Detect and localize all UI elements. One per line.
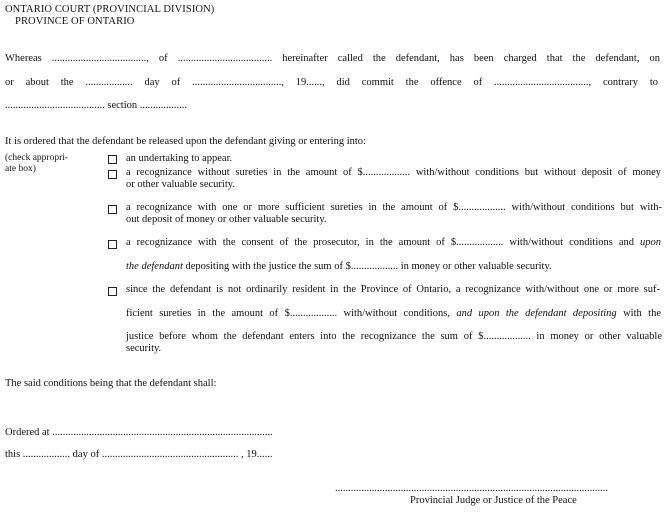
ordered-date-line: this .................. day of .................................................... , 19...... (5, 449, 273, 460)
option-4-line-2 (126, 261, 552, 273)
option-5-line-3: justice before whom the defendant enters into the recognizance the sum of $.................. in money or other valuable (126, 331, 662, 342)
signature-label: Provincial Judge or Justice of the Peace (410, 495, 577, 506)
option-4-line-1-italic: upon (640, 237, 661, 248)
option-4-checkbox[interactable] (108, 240, 117, 249)
option-3-line-1: a recognizance with one or more sufficient sureties in the amount of $.................. with/without conditions but with- (126, 202, 662, 213)
option-5-line-2-text: ficient sureties in the amount of $.................. with/without conditions, (126, 308, 457, 319)
option-1-text: an undertaking to appear. (126, 153, 233, 164)
whereas-line-2: or about the .................. day of .................................., 19......, did commit the offence of ...................................., contrary to (5, 77, 658, 88)
option-3-line-2: out deposit of money or other valuable security. (126, 214, 327, 225)
ordered-at-line: Ordered at .................................................................................... (5, 427, 273, 438)
option-4-line-1 (126, 237, 661, 249)
option-4-line-2-text: depositing with the justice the sum of $.................. in money or other valuable security. (182, 261, 552, 272)
option-4-line-2-italic: the defendant (126, 261, 183, 272)
check-note-line-1: (check appropri- (5, 153, 69, 163)
check-note-line-2: ate box) (5, 163, 36, 174)
whereas-line-3: ...................................... section .................. (5, 100, 187, 111)
court-name: ONTARIO COURT (PROVINCIAL DIVISION) (5, 4, 215, 15)
option-3-checkbox[interactable] (108, 205, 117, 214)
check-note (5, 153, 68, 174)
option-5-checkbox[interactable] (108, 287, 117, 296)
conditions-text: The said conditions being that the defendant shall: (5, 378, 217, 389)
whereas-line-1: Whereas ...................................., of .................................... hereinafter called the defendant, has been charged that the defendant, on (5, 53, 660, 64)
province-name: PROVINCE OF ONTARIO (15, 16, 135, 27)
option-4-line-1-text: a recognizance with the consent of the prosecutor, in the amount of $.................. with/without conditions and (126, 237, 640, 248)
option-5-line-1: since the defendant is not ordinarily resident in the Province of Ontario, a recognizance with/without one or more suf- (126, 284, 660, 295)
order-intro: It is ordered that the defendant be released upon the defendant giving or entering into: (5, 136, 366, 147)
option-5-line-4: security. (126, 343, 162, 354)
option-2-checkbox[interactable] (108, 170, 117, 179)
option-2-line-2: or other valuable security. (126, 179, 235, 190)
option-5-line-2-italic: and upon the defendant depositing (456, 308, 617, 319)
option-5-line-2 (126, 308, 661, 320)
signature-line: ........................................................................................................ (335, 483, 608, 494)
option-5-line-2-end: with the (616, 308, 661, 319)
option-2-line-1: a recognizance without sureties in the amount of $.................. with/without conditions but without deposit of money (126, 167, 661, 178)
option-1-checkbox[interactable] (108, 155, 117, 164)
